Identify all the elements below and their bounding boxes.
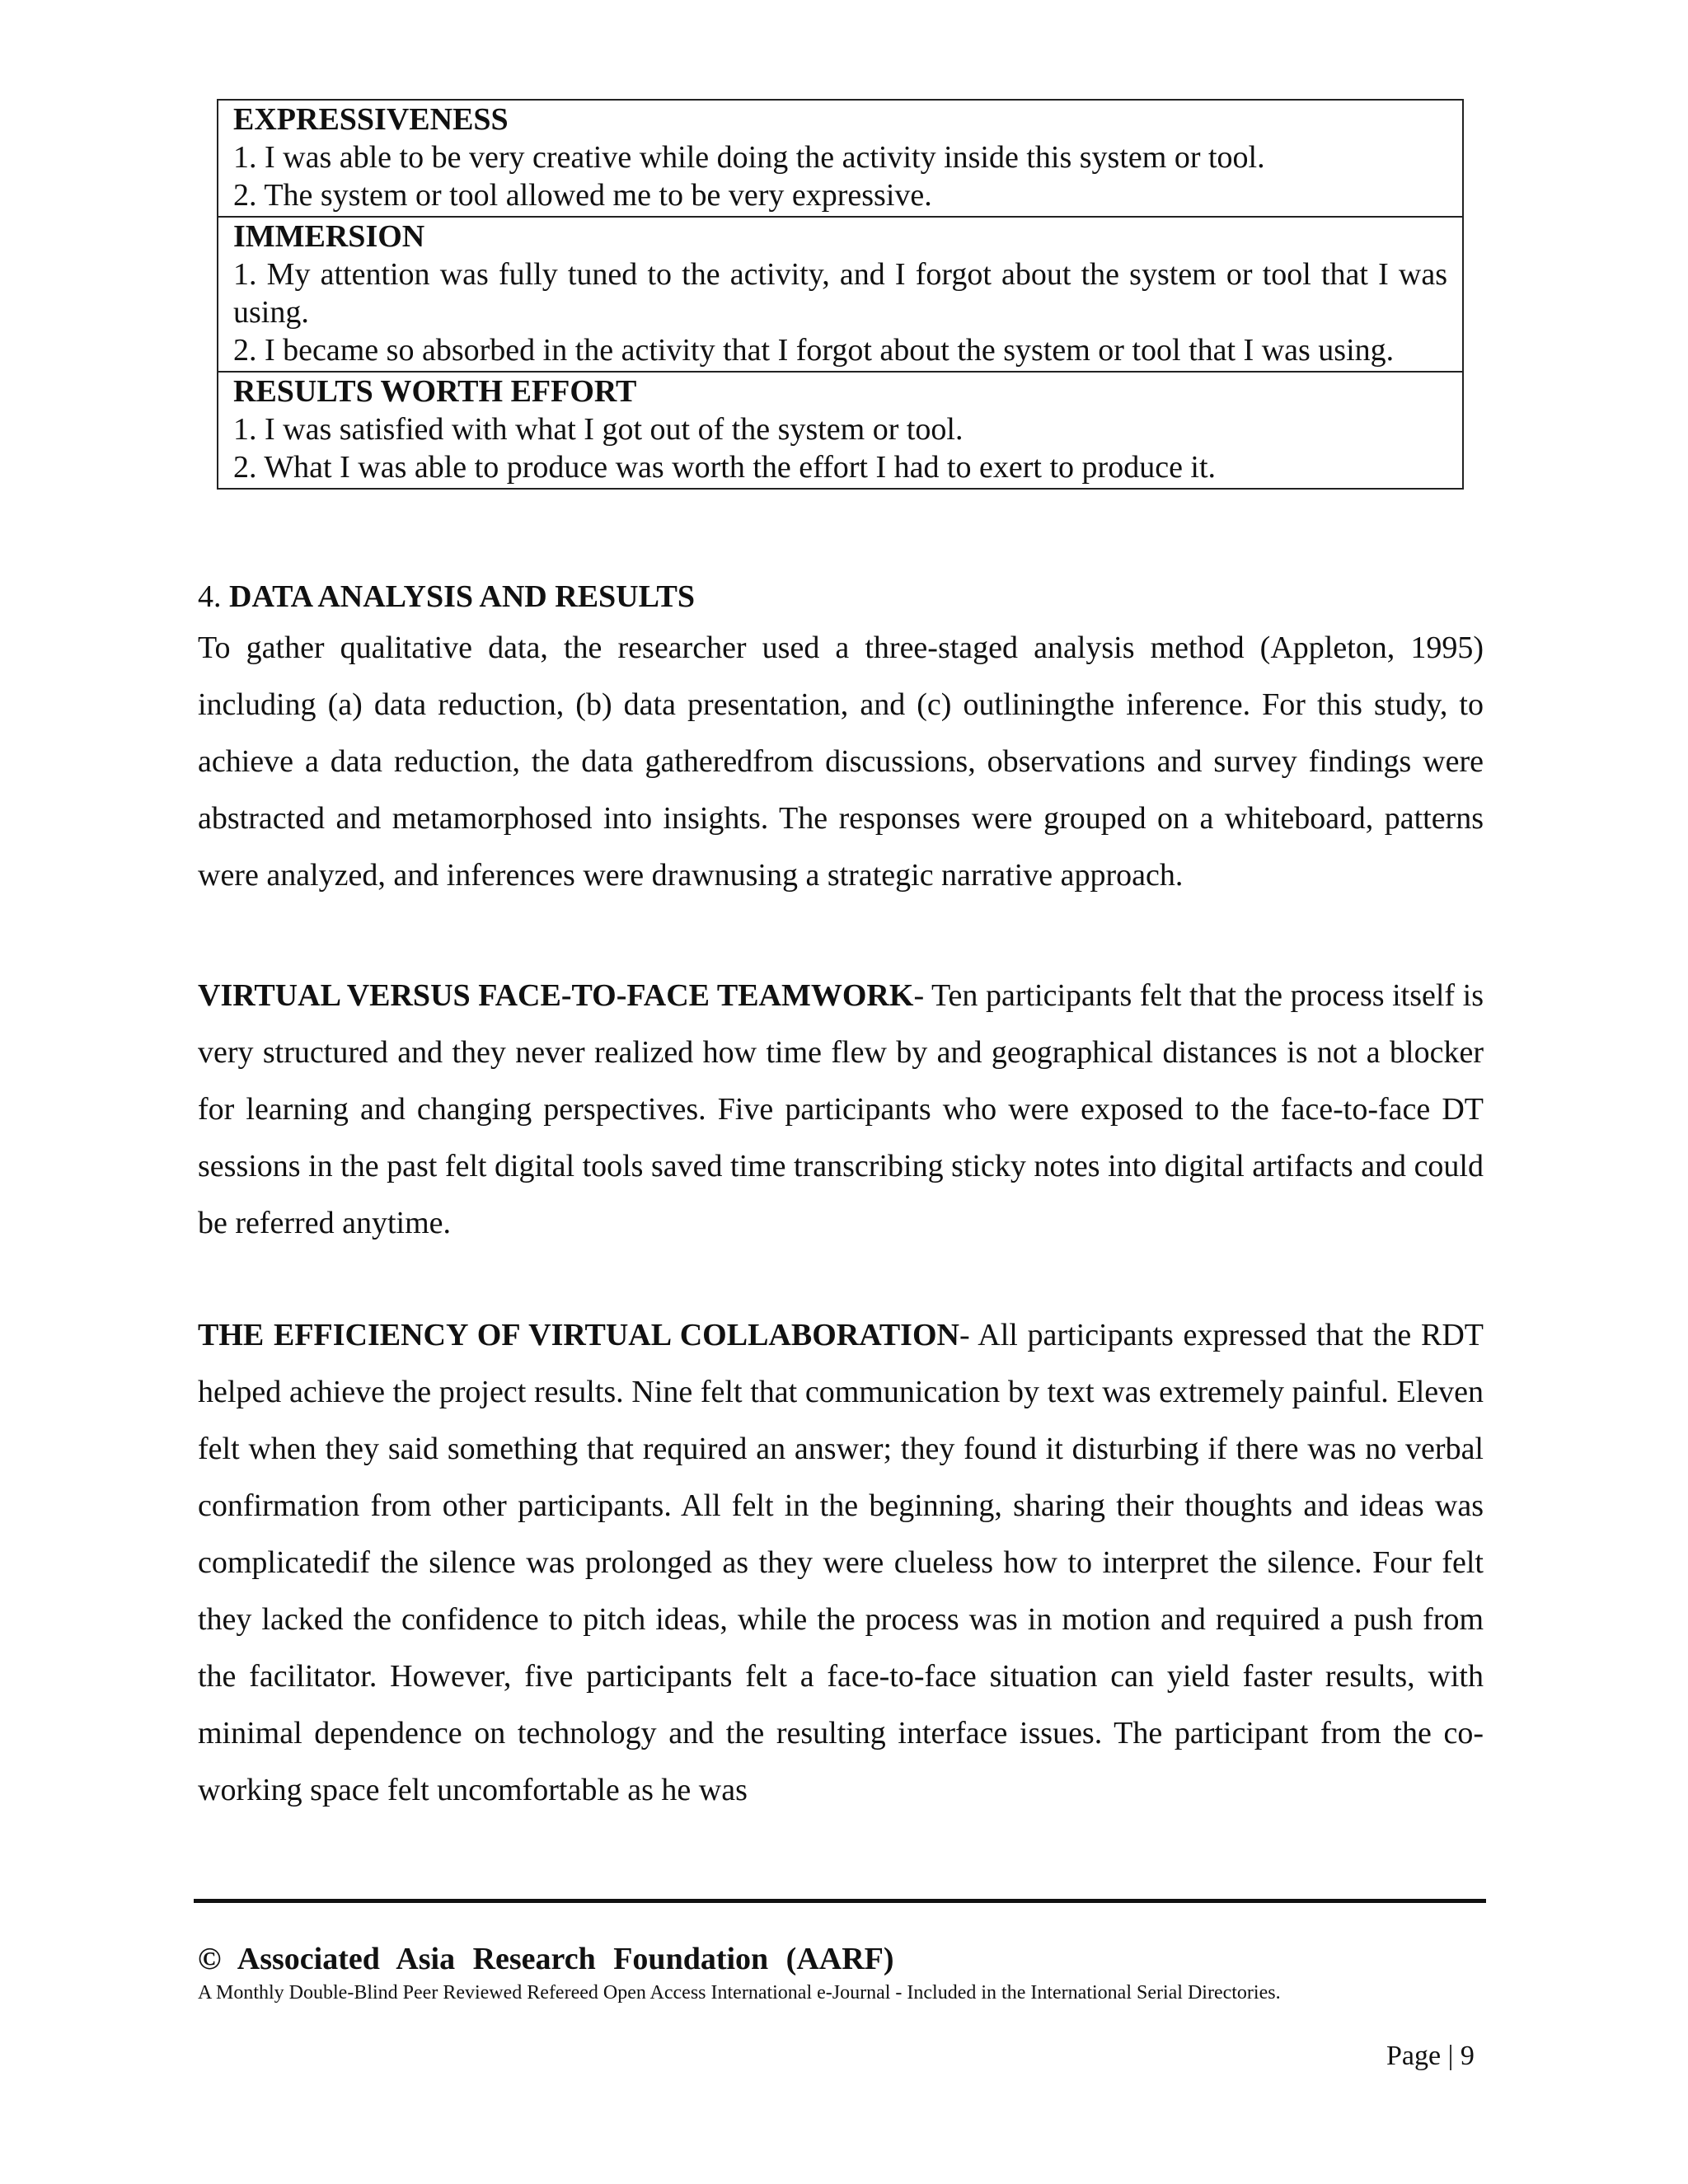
survey-item: 2. I became so absorbed in the activity that I forgot about the system or tool that I was using.: [233, 333, 1395, 368]
analysis-paragraph: To gather qualitative data, the researcher used a three-staged analysis method (Appleton, 1995) including (a) data reduction, (b) data presentation, and (c) outliningthe inference. For this study, to achieve a data reduction, the data gatheredfrom discussions, observations and survey findings were abstracted and metamorphosed into insights. The responses were grouped on a whiteboard, patterns were analyzed, and inferences were drawnusing a strategic narrative approach.: [198, 630, 1484, 893]
survey-items-table: [217, 99, 1464, 490]
section-title: DATA ANALYSIS AND RESULTS: [229, 579, 695, 614]
survey-item: 2. What I was able to produce was worth the effort I had to exert to produce it.: [233, 450, 1217, 485]
virtual-teamwork-paragraph: [198, 968, 1484, 1252]
footer-divider: [194, 1899, 1486, 1903]
table-section-immersion: [218, 216, 1462, 371]
footer-organization: © Associated Asia Research Foundation (AARF): [198, 1942, 894, 1976]
section-title: RESULTS WORTH EFFORT: [233, 374, 637, 409]
paragraph-lead: THE EFFICIENCY OF VIRTUAL COLLABORATION: [198, 1318, 959, 1352]
section-number: 4.: [198, 579, 229, 614]
survey-item: 1. I was satisfied with what I got out of the system or tool.: [233, 412, 964, 447]
survey-item: 2. The system or tool allowed me to be very expressive.: [233, 178, 932, 213]
section-title: IMMERSION: [233, 219, 425, 254]
table-section-expressiveness: [218, 101, 1462, 216]
survey-item: 1. I was able to be very creative while doing the activity inside this system or tool.: [233, 140, 1265, 175]
section-title: EXPRESSIVENESS: [233, 102, 509, 137]
paragraph-text: - Ten participants felt that the process itself is very structured and they never realized how time flew by and geographical distances is not a blocker for learning and changing perspectives. Five participants who were exposed to the face-to-face DT sessions in the past felt digital tools saved time transcribing sticky notes into digital artifacts and could be referred anytime.: [198, 978, 1484, 1240]
section-heading: [198, 577, 695, 616]
paragraph-text: - All participants expressed that the RDT helped achieve the project results. Nine felt that communication by text was extremely painful. Eleven felt when they said something that required an answer; they found it disturbing if there was no verbal confirmation from other participants. All felt in the beginning, sharing their thoughts and ideas was complicatedif the silence was prolonged as they were clueless how to interpret the silence. Four felt they lacked the confidence to pitch ideas, while the process was in motion and required a push from the facilitator. However, five participants felt a face-to-face situation can yield faster results, with minimal dependence on technology and the resulting interface issues. The participant from the co-working space felt uncomfortable as he was: [198, 1318, 1484, 1807]
efficiency-paragraph: [198, 1307, 1484, 1819]
paragraph-lead: VIRTUAL VERSUS FACE-TO-FACE TEAMWORK: [198, 978, 914, 1013]
table-section-results-worth-effort: [218, 371, 1462, 488]
footer-subtitle: A Monthly Double-Blind Peer Reviewed Refereed Open Access International e-Journal - Included in the International Serial Directories.: [198, 1982, 1281, 2004]
survey-item: 1. My attention was fully tuned to the activity, and I forgot about the system or tool that I was using.: [233, 257, 1447, 330]
page-number: Page | 9: [1386, 2041, 1475, 2071]
